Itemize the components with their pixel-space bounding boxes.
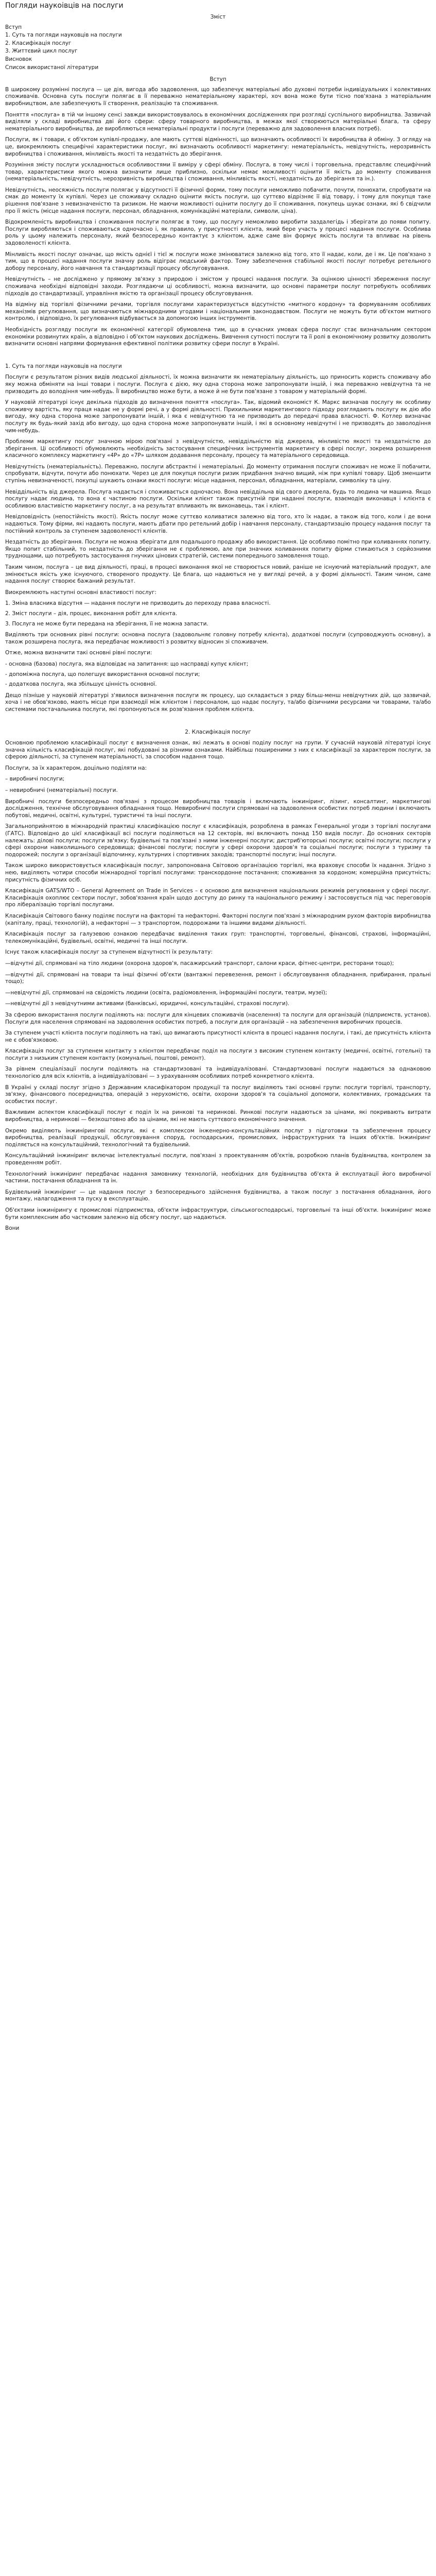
section-heading: 2. Класифікація послуг (185, 728, 251, 735)
paragraph: Невідчутність (нематеріальність). Переважно, послуги абстрактні і нематеріальні. До моменту отримання послуги споживач не може її побачити, спробувати, відчути, почути або понюхати. Через це для покупця послуги ризик придбання значно вищий, ніж при купівлі товару. Щоб зменшити ступінь невизначеності, покупці шукають ознаки якості послуги: місце надання, персонал, обладнання, матеріали, символіку та ціну. (5, 463, 431, 484)
paragraph: У науковій літературі існує декілька підходів до визначення поняття «послуга». Так, відомий економіст К. Маркс визначав послугу як особливу споживчу вартість, яку праця надає не у формі речі, а у формі діяльності. Прихильники маркетингового підходу розглядають послугу як дію або вигоду, яку одна сторона може запропонувати іншій, і яка є невідчутною та не призводить до передачі права власності. Ф. Котлер визначає послугу як будь-який захід або вигоду, що одна сторона може запропонувати іншій, і які в основному невідчутні і не призводять до заволодіння чим-небудь. (5, 399, 431, 434)
paragraph: Технологічний інжиніринг передбачає надання замовнику технологій, необхідних для будівництва об'єкта й експлуатації його виробничої частини, постачання обладнання та ін. (5, 1171, 431, 1184)
paragraph: —відчутні дії, спрямовані на тіло людини (охорона здоров'я, пасажирський транспорт, салони краси, фітнес-центри, ресторани тощо); (5, 960, 394, 967)
paragraph: Послуги, як і товари, є об'єктом купівлі-продажу, але мають суттєві відмінності, що визначають особливості їх виробництва й обміну. З огляду на це, виокремлюють специфічні характеристики послуг, які визначають особливості маркетингу: нематеріальність, невідчутність, нерозривність виробництва і споживання, мінливість якості та нездатність до зберігання. (5, 137, 431, 157)
paragraph: – виробничі послуги; (5, 776, 65, 783)
list-item: - основна (базова) послуга, яка відповідає на запитання: що насправді купує клієнт; (5, 660, 249, 667)
paragraph: Мінливість якості послуг означає, що якість однієї і тієї ж послуги може змінюватися залежно від того, хто її надає, коли, де і як. Це пов'язано з тим, що в процесі надання послуги значну роль відіграє людський фактор. Тому забезпечення стабільної якості послуг потребує ретельного добору персоналу, його навчання та стандартизації процесу обслуговування. (5, 251, 431, 272)
paragraph: Класифікація GATS/WTO – General Agreement on Trade in Services – є основою для визначення національних режимів регулювання у сфері послуг. Класифікація охоплює сектори послуг, зобов'язання країн щодо доступу до ринку та національного режиму і застосовується під час переговорів про лібералізацію торгівлі послугами. (5, 888, 431, 908)
paragraph: —невідчутні дії з невідчутними активами (банківські, юридичні, консультаційні, страхові послуги). (5, 1001, 290, 1007)
toc-item[interactable]: Висновок (5, 56, 32, 62)
paragraph: В Україні у складі послуг згідно з Державним класифікатором продукції та послуг виділяють такі основні групи: послуги торгівлі, транспорту, зв'язку, фінансового посередництва, операцій з нерухомістю, освіти, охорони здоров'я та соціальної допомоги, колективних, громадських та особистих послуг. (5, 1084, 431, 1105)
paragraph: Таким чином, послуга – це вид діяльності, праці, в процесі виконання якої не створюється новий, раніше не існуючий матеріальний продукт, але змінюється якість уже існуючого, створеного продукту. Це блага, що надаються не у вигляді речей, а у формі діяльності. Таким чином, саме надання послуг створює бажаний результат. (5, 564, 431, 585)
trailing-word: Вони (5, 1225, 20, 1232)
list-item: 3. Послуга не може бути передана на зберігання, її не можна запасти. (5, 620, 208, 627)
list-item: 1. Зміна власника відсутня — надання послуги не призводить до переходу права власності. (5, 600, 271, 607)
document-title: Погляди наукоівців на послуги (5, 2, 124, 10)
paragraph: Проблеми маркетингу послуг значною мірою пов'язані з невідчутністю, невіддільністю від джерела, мінливістю якості та нездатністю до зберігання. Ці особливості обумовлюють необхідність застосування специфічних інструментів маркетингу в сфері послуг, зокрема розширення класичного комплексу маркетингу «4Р» до «7Р» шляхом додавання персоналу, процесу та матеріального середовища. (5, 438, 431, 459)
paragraph: Невідповідність (непостійність якості). Якість послуг може суттєво коливатися залежно від того, хто їх надає, а також від того, коли і де вони надаються. Тому фірми, які надають послуги, мають дбати про ретельний добір і навчання персоналу, стандартизацію процесу надання послуг та постійний контроль за ступенем задоволеності клієнтів. (5, 514, 431, 534)
paragraph: Також широко використовується класифікація послуг, запропонована Світовою організацією торгівлі, яка враховує способи їх надання. Згідно з нею, виділяють чотири способи міжнародної торгівлі послугами: транскордонне постачання; споживання за кордоном; комерційна присутність; присутність фізичних осіб. (5, 862, 431, 883)
paragraph: Окремо виділяють інжинірингові послуги, які є комплексом інженерно-консультаційних послуг з підготовки та забезпечення процесу виробництва, реалізації продукції, обслуговування споруд, господарських, промислових, інфраструктурних та інших об'єктів. Інжиніринг поділяється на консультаційний, технологічний та будівельний. (5, 1127, 431, 1148)
paragraph: В широкому розумінні послуга — це дія, вигода або задоволення, що забезпечує матеріальні або духовні потреби індивідуальних і колективних споживачів. Основна суть послуги полягає в її переважно нематеріальному характері, хоч вона може бути тісно пов'язана з матеріальним виробництвом, але забезпечують її створення, реалізацію та споживання. (5, 86, 431, 107)
features-list (5, 600, 431, 628)
paragraph: Виділяють три основних рівні послуги: основна послуга (задовольняє головну потребу клієнта), додаткові послуги (супроводжують основну), а також розширена послуга, яка передбачає можливості з розвитку відносин зі споживачем. (5, 632, 431, 645)
paragraph: Основною проблемою класифікації послуг є визначення ознак, які лежать в основі поділу послуг на групи. У сучасній науковій літературі існує значна кількість класифікацій послуг, які побудовані за різними ознаками. Найбільш поширеними з них є класифікації за характером послуги, за сферою діяльності, за ступенем матеріальності, за способом надання тощо. (5, 740, 431, 760)
paragraph: Нездатність до зберігання. Послуги не можна зберігати для подальшого продажу або використання. Це особливо помітно при коливаннях попиту. Якщо попит стабільний, то нездатність до зберігання не є проблемою, але при значних коливаннях попиту фірми стикаються з серйозними труднощами, що потребують застосування гнучких цінових стратегій, системи попереднього замовлення тощо. (5, 539, 431, 560)
list-intro: Отже, можна визначити такі основні рівні послуги: (5, 650, 152, 656)
paragraph: Загальноприйнятою в міжнародній практиці класифікацією послуг є класифікація, розроблена в рамках Генеральної угоди з торгівлі послугами (ГАТС). Відповідно до цієї класифікації всі послуги поділяються на 12 секторів, які включають понад 150 видів послуг. До основних секторів належать: ділові послуги; послуги зв'язку; будівельні та пов'язані з ними інженерні послуги; дистриб'юторські послуги; освітні послуги; послуги у сфері охорони навколишнього середовища; фінансові послуги; послуги у сфері охорони здоров'я та соціальні послуги; послуги з туризму та подорожей; послуги з організації відпочинку, культурних і спортивних заходів; транспортні послуги; інші послуги. (5, 823, 431, 858)
paragraph: Необхідність розгляду послуги як економічної категорії обумовлена тим, що в сучасних умовах сфера послуг стає визначальним сектором економіки розвинутих країн, а відповідно і об'єктом наукових досліджень. Вивчення сутності послуги та її ролі в економічному розвитку дозволить визначити основні напрями формування ефективної політики розвитку сфери послуг в Україні. (5, 326, 431, 347)
paragraph: Дещо пізніше у науковій літературі з'явилося визначення послуги як процесу, що складається з ряду більш-менш невідчутних дій, що зазвичай, хоча і не обов'язково, мають місце при взаємодії між клієнтом і персоналом, що надає послугу, та/або фізичними ресурсами чи товарами, та/або системами постачальника послуги, які пропонуються як розв'язання проблем клієнта. (5, 692, 431, 713)
paragraph: Невідчутність, неосяжність послуги полягає у відсутності її фізичної форми, тому послуги неможливо побачити, почути, понюхати, спробувати на смак до моменту їх купівлі. Через це споживачу складно оцінити якість послуги, що суттєво відрізняє її від товару, і тому для покупця таке рішення пов'язане з невизначеністю та ризиком. Не маючи можливості оцінити послугу до її споживання, покупець шукає ознаки, які б свідчили про її якість (місце надання послуги, персонал, обладнання, комунікаційні матеріали, символи, ціна). (5, 187, 431, 214)
paragraph: Невідчутність – не досліджено у прямому зв'язку з природою і змістом у процесі надання послуги. За оцінкою цінності збереження послуг споживача необхідні відповідні заходи. Розглядаючи ці особливості, можна визначити, що основні параметри послуг потребують особливих підходів до стандартизації, управління якістю та організації процесу обслуговування. (5, 276, 431, 297)
paragraph: За рівнем спеціалізації послуги поділяють на стандартизовані та індивідуалізовані. Стандартизовані послуги надаються за однаковою технологією для всіх клієнтів, а індивідуалізовані — з урахуванням особливих потреб конкретного клієнта. (5, 1066, 431, 1080)
toc-item[interactable]: Список використаної літератури (5, 64, 99, 71)
paragraph: Важливим аспектом класифікації послуг є поділ їх на ринкові та неринкові. Ринкові послуги надаються за цінами, які покривають витрати виробництва, а неринкові — безкоштовно або за цінами, які не мають суттєвого економічного значення. (5, 1109, 431, 1123)
toc-item[interactable]: 2. Класифікація послуг (5, 40, 72, 46)
document (0, 0, 436, 1240)
paragraph: Невіддільність від джерела. Послуга надається і споживається одночасно. Вона невіддільна від свого джерела, будь то людина чи машина. Якщо послугу надає людина, то вона є частиною послуги. Оскільки клієнт також присутній при наданні послуги, взаємодія виконавця і клієнта є особливою властивістю маркетингу послуг, а на результат впливають як виконавець, так і клієнт. (5, 488, 431, 509)
paragraph: Класифікація послуг за галузевою ознакою передбачає виділення таких груп: транспортні, торговельні, фінансові, страхові, інформаційні, телекомунікаційні, будівельні, освітні, медичні та інші послуги. (5, 931, 431, 944)
paragraph: – невиробничі (нематеріальні) послуги. (5, 787, 118, 794)
toc-item[interactable]: 3. Життєвий цикл послуг (5, 48, 78, 55)
paragraph: —відчутні дії, спрямовані на товари та інші фізичні об'єкти (вантажні перевезення, ремонт і обслуговування обладнання, прибирання, пральні тощо); (5, 971, 431, 985)
list-item: - додаткова послуга, яка збільшує цінність основної. (5, 681, 157, 688)
intro-heading: Вступ (210, 76, 226, 83)
section-heading: 1. Суть та погляди науковців на послуги (5, 363, 122, 369)
list-item: - допоміжна послуга, що полегшує використання основної послуги; (5, 671, 200, 677)
paragraph: Існує також класифікація послуг за ступенем відчутності їх результату: (5, 949, 213, 956)
list-intro: Виокремлюють наступні основні властивості послуг: (5, 589, 156, 596)
contents-heading: Зміст (210, 14, 226, 20)
paragraph: Послуги є результатом різних видів людської діяльності, їх можна визначити як нематеріальну діяльність, що приносить користь споживачу або яку можна обміняти на інші товари і послуги. Послуга є дією, яку одна сторона може запропонувати іншій, і яка переважно невідчутна та не призводить до володіння чим-небудь. Її виробництво може бути, а може й не бути пов'язане з товаром у матеріальній формі. (5, 374, 431, 395)
paragraph: Класифікація Світового банку поділяє послуги на факторні та нефакторні. Факторні послуги пов'язані з міжнародним рухом факторів виробництва (капіталу, праці, технологій), а нефакторні — з транспортом, подорожами та іншими видами діяльності. (5, 912, 431, 926)
paragraph: Класифікація послуг за ступенем контакту з клієнтом передбачає поділ на послуги з високим ступенем контакту (медичні, освітні, готельні) та послуги з низьким ступенем контакту (комунальні, поштові, ремонт). (5, 1048, 431, 1061)
list-item: 2. Зміст послуги – дія, процес, виконання робіт для клієнта. (5, 610, 178, 617)
paragraph: Консультаційний інжиніринг включає інтелектуальні послуги, пов'язані з проектуванням об'єктів, розробкою планів будівництва, контролем за проведенням робіт. (5, 1153, 431, 1166)
paragraph: На відміну від торгівлі фізичними речами, торгівля послугами характеризується відсутністю «митного кордону» та формуванням особливих механізмів регулювання, що визначаються міжнародними угодами і національним законодавством. Послуги не можуть бути об'єктом митного контролю, і відповідно, їх регулювання відбувається за допомогою інших інструментів. (5, 301, 431, 322)
paragraph: Об'єктами інжинірингу є промислові підприємства, об'єкти інфраструктури, сільськогосподарські, торговельні та інші об'єкти. Інжиніринг може бути комплексним або частковим залежно від обсягу послуг, що надаються. (5, 1207, 431, 1221)
toc-item[interactable]: 1. Суть та погляди науковців на послуги (5, 32, 122, 39)
paragraph: За сферою використання послуги поділяють на: послуги для кінцевих споживачів (населення) та послуги для організацій (підприємств, установ). Послуги для населення спрямовані на задоволення особистих потреб, а послуги для організацій – на забезпечення виробничих процесів. (5, 1011, 431, 1025)
paragraph: Послуги, за їх характером, доцільно поділяти на: (5, 765, 147, 771)
paragraph: Відокремленість виробництва і споживання послуги полягає в тому, що послугу неможливо виробити заздалегідь і зберігати до появи попиту. Послуги виробляються і споживаються одночасно і, як правило, у присутності клієнта, який бере участь у процесі надання послуги. Особлива роль у цьому належить персоналу, який безпосередньо контактує з клієнтом, адже саме він формує якість послуги та впливає на рівень задоволеності клієнта. (5, 219, 431, 247)
paragraph: За ступенем участі клієнта послуги поділяють на такі, що вимагають присутності клієнта в процесі надання послуги, і такі, де присутність клієнта не є обов'язковою. (5, 1030, 431, 1043)
paragraph: Поняття «послуга» в тій чи іншому сенсі завжди використовувалось в економічних дослідженнях при розгляді суспільного виробництва. Зазвичай виділяли у складі виробництва дві його сфери: сферу товарного виробництва, в межах якої створюються матеріальні блага, та сферу нематеріального виробництва, де виробляються нематеріальні продукти і послуги (переважно для задоволення власних потреб). (5, 111, 431, 132)
paragraph: Виробничі послуги безпосередньо пов'язані з процесом виробництва товарів і включають інжиніринг, лізинг, консалтинг, маркетингові дослідження, технічне обслуговування обладнання тощо. Невиробничі послуги спрямовані на задоволення особистих потреб людини і включають побутові, медичні, освітні, культурні, туристичні та інші послуги. (5, 798, 431, 819)
paragraph: Розуміння змісту послуги ускладнюється особливостями її виміру у сфері обміну. Послуга, в тому числі і торговельна, представляє специфічний товар, характеристики якого можна визначити лише приблизно, оскільки немає можливості оцінити її якість до моменту споживання (нематеріальність, невідчутність, нерозривність виробництва і споживання, мінливість якості, нездатність до зберігання та ін.). (5, 162, 431, 182)
levels-list (5, 661, 431, 688)
paragraph: —невідчутні дії, спрямовані на свідомість людини (освіта, радіомовлення, інформаційні послуги, театри, музеї); (5, 989, 327, 996)
toc-item[interactable]: Вступ (5, 24, 22, 30)
table-of-contents (5, 24, 431, 72)
paragraph: Будівельний інжиніринг — це надання послуг з безпосереднього здійснення будівництва, а також послуг з постачання обладнання, його монтажу, налагодження та пуску в експлуатацію. (5, 1189, 431, 1202)
